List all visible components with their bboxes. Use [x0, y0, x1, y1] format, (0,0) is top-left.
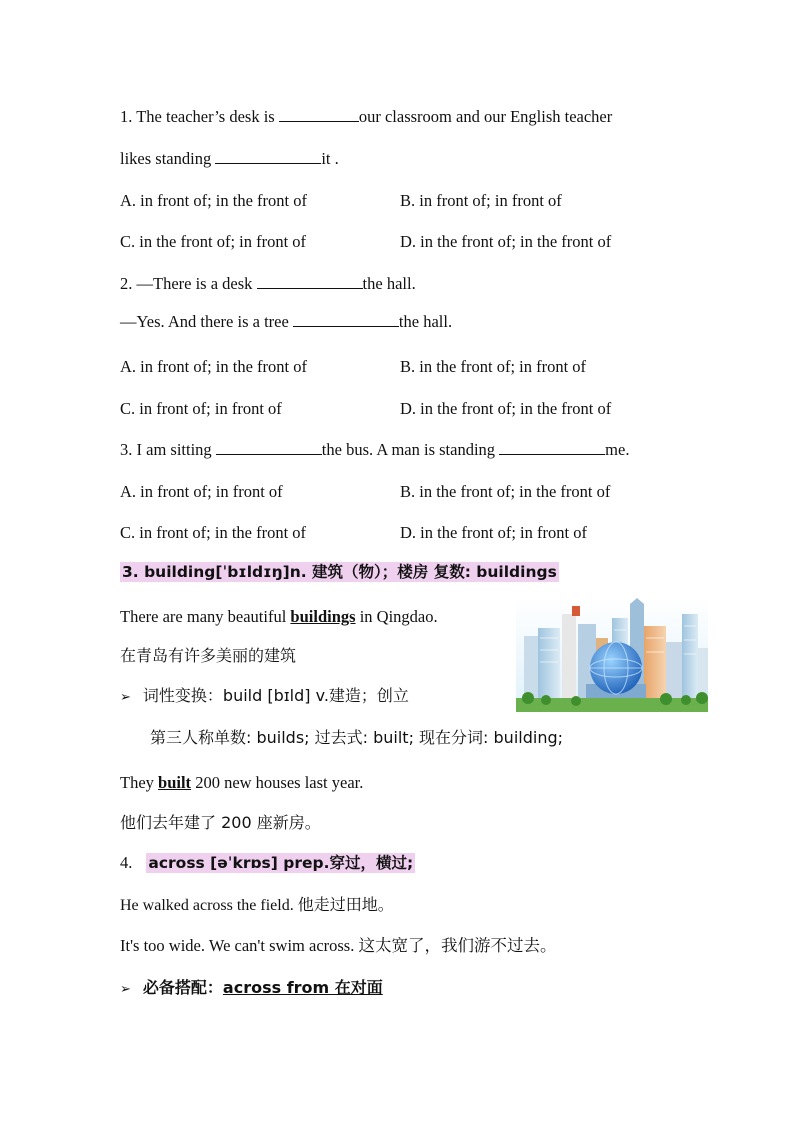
answer-blank[interactable]	[279, 106, 359, 122]
across-example-2: It's too wide. We can't swim across. 这太宽了，我们游不过去。	[120, 936, 557, 955]
build-verb-forms: 第三人称单数: builds; 过去式: built; 现在分词: building;	[150, 728, 564, 747]
bullet-arrow-icon: ➢	[120, 690, 131, 705]
answer-blank[interactable]	[257, 273, 363, 289]
q1-option-a[interactable]: A. in front of; in the front of	[120, 191, 307, 210]
q2-line1: 2. —There is a desk the hall.	[120, 274, 416, 293]
q1-option-c[interactable]: C. in the front of; in front of	[120, 232, 307, 251]
q2-option-c[interactable]: C. in front of; in front of	[120, 399, 282, 418]
answer-blank[interactable]	[293, 311, 399, 327]
across-example-1: He walked across the field. 他走过田地。	[120, 897, 394, 914]
q2-option-a[interactable]: A. in front of; in the front of	[120, 357, 307, 376]
bullet-arrow-icon: ➢	[120, 982, 131, 997]
q2-line2: —Yes. And there is a tree the hall.	[120, 312, 453, 331]
building-example-translation: 在青岛有许多美丽的建筑	[120, 646, 297, 665]
q3-option-d[interactable]: D. in the front of; in front of	[400, 523, 587, 542]
q2-option-b[interactable]: B. in the front of; in front of	[400, 357, 587, 376]
city-buildings-illustration	[516, 598, 708, 712]
vocab-building-heading: 3. building[ˈbɪldɪŋ]n. 建筑（物）；楼房 复数: buildings	[122, 563, 557, 581]
answer-blank[interactable]	[215, 148, 321, 164]
built-example-translation: 他们去年建了 200 座新房。	[120, 813, 321, 832]
building-derivation: ➢ 词性变换：build [bɪld] v.建造；创立	[120, 686, 409, 705]
q2-option-d[interactable]: D. in the front of; in the front of	[400, 399, 612, 418]
q3-option-a[interactable]: A. in front of; in front of	[120, 482, 283, 501]
building-example: There are many beautiful buildings in Qingdao.	[120, 607, 438, 626]
built-example: They built 200 new houses last year.	[120, 773, 364, 792]
across-collocation: ➢ 必备搭配：across from 在对面	[120, 978, 383, 997]
q3-option-b[interactable]: B. in the front of; in the front of	[400, 482, 611, 501]
answer-blank[interactable]	[216, 439, 322, 455]
q3-line1: 3. I am sitting the bus. A man is standing me.	[120, 440, 630, 459]
answer-blank[interactable]	[499, 439, 605, 455]
q1-option-b[interactable]: B. in front of; in front of	[400, 191, 562, 210]
q1-line2: likes standing it .	[120, 149, 339, 168]
q1-line1: 1. The teacher’s desk is our classroom and our English teacher	[120, 107, 613, 126]
vocab-across-heading: 4. across [əˈkrɒs] prep.穿过，横过;	[120, 853, 414, 872]
q1-option-d[interactable]: D. in the front of; in the front of	[400, 232, 612, 251]
q3-option-c[interactable]: C. in front of; in the front of	[120, 523, 307, 542]
